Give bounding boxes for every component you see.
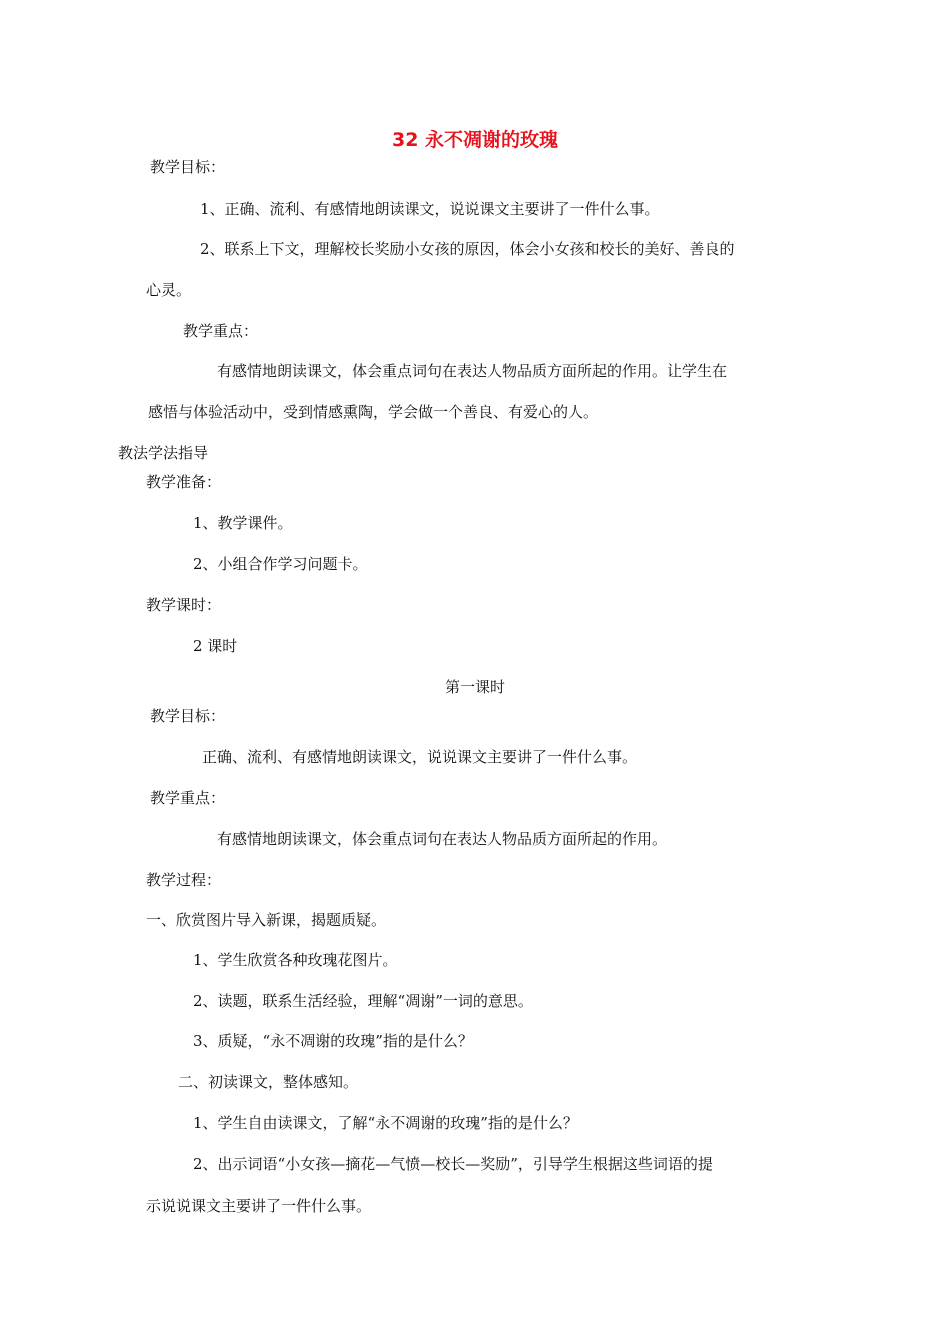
- process-step-1-item-3: 3、质疑，“永不凋谢的玫瑰”指的是什么？: [193, 1032, 473, 1050]
- lesson-title: 32 永不凋谢的玫瑰: [391, 129, 559, 151]
- heading-key-points-2: 教学重点：: [150, 789, 226, 807]
- process-step-2-item-2: 2、出示词语“小女孩—摘花—气愤—校长—奖励”，引导学生根据这些词语的提: [193, 1155, 713, 1173]
- process-step-1: 一、欣赏图片导入新课，揭题质疑。: [146, 911, 387, 929]
- key-points-text-cont: 感悟与体验活动中，受到情感熏陶，学会做一个善良、有爱心的人。: [148, 403, 599, 421]
- goal-text-2: 正确、流利、有感情地朗读课文，说说课文主要讲了一件什么事。: [202, 748, 638, 766]
- prep-item-2: 2、小组合作学习问题卡。: [193, 555, 368, 573]
- key-points-text: 有感情地朗读课文，体会重点词句在表达人物品质方面所起的作用。让学生在: [217, 362, 728, 380]
- goal-item-2-cont: 心灵。: [146, 281, 192, 299]
- process-step-2-item-1: 1、学生自由读课文，了解“永不凋谢的玫瑰”指的是什么？: [193, 1114, 578, 1132]
- heading-method-guide: 教法学法指导: [118, 444, 209, 462]
- process-step-2-item-2-cont: 示说说课文主要讲了一件什么事。: [146, 1197, 372, 1215]
- heading-teaching-goals-2: 教学目标：: [150, 707, 226, 725]
- class-hours-value: 2 课时: [193, 637, 238, 655]
- heading-class-hours: 教学课时：: [146, 596, 222, 614]
- heading-teaching-goals: 教学目标：: [150, 158, 226, 176]
- section-first-lesson: 第一课时: [444, 678, 505, 696]
- key-points-text-2: 有感情地朗读课文，体会重点词句在表达人物品质方面所起的作用。: [217, 830, 668, 848]
- prep-item-1: 1、教学课件。: [193, 514, 293, 532]
- goal-item-1: 1、正确、流利、有感情地朗读课文，说说课文主要讲了一件什么事。: [200, 200, 660, 218]
- process-step-1-item-2: 2、读题，联系生活经验，理解“凋谢”一词的意思。: [193, 992, 533, 1010]
- heading-key-points: 教学重点：: [183, 322, 259, 340]
- heading-teaching-process: 教学过程：: [146, 871, 222, 889]
- heading-preparation: 教学准备：: [146, 473, 222, 491]
- goal-item-2: 2、联系上下文，理解校长奖励小女孩的原因，体会小女孩和校长的美好、善良的: [200, 240, 735, 258]
- process-step-2: 二、初读课文，整体感知。: [178, 1073, 359, 1091]
- process-step-1-item-1: 1、学生欣赏各种玫瑰花图片。: [193, 951, 398, 969]
